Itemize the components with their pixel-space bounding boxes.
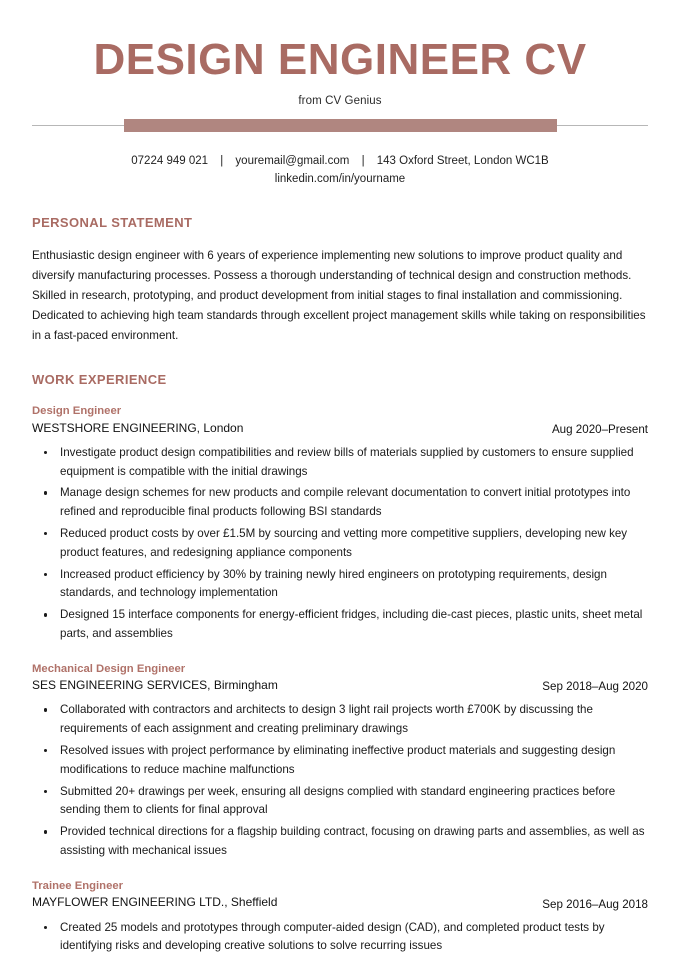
contact-linkedin[interactable]: linkedin.com/in/yourname xyxy=(274,173,406,186)
header-divider xyxy=(32,117,648,135)
job-company: MAYFLOWER ENGINEERING LTD., Sheffield xyxy=(32,895,278,910)
contact-line-primary xyxy=(32,152,648,171)
contact-address: 143 Oxford Street, London WC1B xyxy=(376,154,549,167)
page-title: DESIGN ENGINEER CV xyxy=(93,35,587,84)
job-company: WESTSHORE ENGINEERING, London xyxy=(32,420,244,435)
section-personal-statement xyxy=(32,215,648,346)
divider-accent-bar xyxy=(124,119,557,132)
job-dates: Sep 2018–Aug 2020 xyxy=(542,680,648,694)
job-title: Design Engineer xyxy=(32,405,122,418)
personal-statement-body: Enthusiastic design engineer with 6 years of experience implementing new solutions to improve product quality and diversify manufacturing processes. Possess a thorough understanding of technical design and construction methods. Skilled in research, prototyping, and product development from initial stages to final installation and commissioning. Dedicated to achieving high team standards through excellent project management skills while taking on responsibilities in a fast-paced environment. xyxy=(32,249,646,343)
job-header-left xyxy=(32,878,526,912)
job-bullet: Submitted 20+ drawings per week, ensuring all designs complied with standard engineering practices before sending them to clients for final approval xyxy=(32,783,648,821)
job-title: Trainee Engineer xyxy=(32,879,124,892)
job-dates: Sep 2016–Aug 2018 xyxy=(542,897,648,911)
contact-separator: | xyxy=(361,154,365,167)
job-bullets xyxy=(32,919,648,957)
section-title-personal-statement: PERSONAL STATEMENT xyxy=(32,215,193,231)
job-bullet: Collaborated with contractors and architects to design 3 light rail projects worth £700K by discussing the requirements of each assignment and creating preliminary drawings xyxy=(32,701,648,739)
contact-phone: 07224 949 021 xyxy=(131,154,209,167)
page-subtitle: from CV Genius xyxy=(298,94,382,107)
contact-line-secondary xyxy=(32,170,648,189)
job-bullets xyxy=(32,444,648,644)
job-bullet: Increased product efficiency by 30% by training newly hired engineers on prototyping requirements, design standards, and technology implementation xyxy=(32,566,648,604)
section-title-work-experience: WORK EXPERIENCE xyxy=(32,372,167,388)
job-bullet: Manage design schemes for new products and compile relevant documentation to convert initial prototypes into refined and reproducible final products following BSI standards xyxy=(32,484,648,522)
job-bullet: Reduced product costs by over £1.5M by sourcing and vetting more competitive suppliers, developing new key product features, and redesigning appliance components xyxy=(32,525,648,563)
job-entry xyxy=(32,661,648,861)
job-header xyxy=(32,403,648,437)
job-bullet: Investigate product design compatibilities and review bills of materials supplied by customers to ensure supplied equipment is compatible with the initial drawings xyxy=(32,444,648,482)
job-bullets xyxy=(32,701,648,860)
job-header-left xyxy=(32,403,536,437)
job-header-left xyxy=(32,661,526,695)
job-header xyxy=(32,661,648,695)
job-title: Mechanical Design Engineer xyxy=(32,662,186,675)
job-dates: Aug 2020–Present xyxy=(551,422,648,436)
job-bullet: Provided technical directions for a flagship building contract, focusing on drawing parts and assemblies, as well as assisting with mechanical issues xyxy=(32,823,648,861)
job-bullet: Resolved issues with project performance by eliminating ineffective product materials and suggesting design modifications to reduce machine malfunctions xyxy=(32,742,648,780)
job-entry xyxy=(32,403,648,644)
job-company: SES ENGINEERING SERVICES, Birmingham xyxy=(32,678,278,693)
job-entry xyxy=(32,878,648,956)
contact-separator: | xyxy=(220,154,224,167)
job-header xyxy=(32,878,648,912)
section-work-experience xyxy=(32,372,648,956)
job-bullet: Designed 15 interface components for energy-efficient fridges, including die-cast pieces, plastic units, sheet metal parts, and assemblies xyxy=(32,606,648,644)
work-experience-list xyxy=(32,403,648,956)
contact-block xyxy=(32,152,648,190)
job-bullet: Created 25 models and prototypes through computer-aided design (CAD), and completed product tests by identifying risks and developing creative solutions to solve recurring issues xyxy=(32,919,648,957)
contact-email[interactable]: youremail@gmail.com xyxy=(235,154,350,167)
